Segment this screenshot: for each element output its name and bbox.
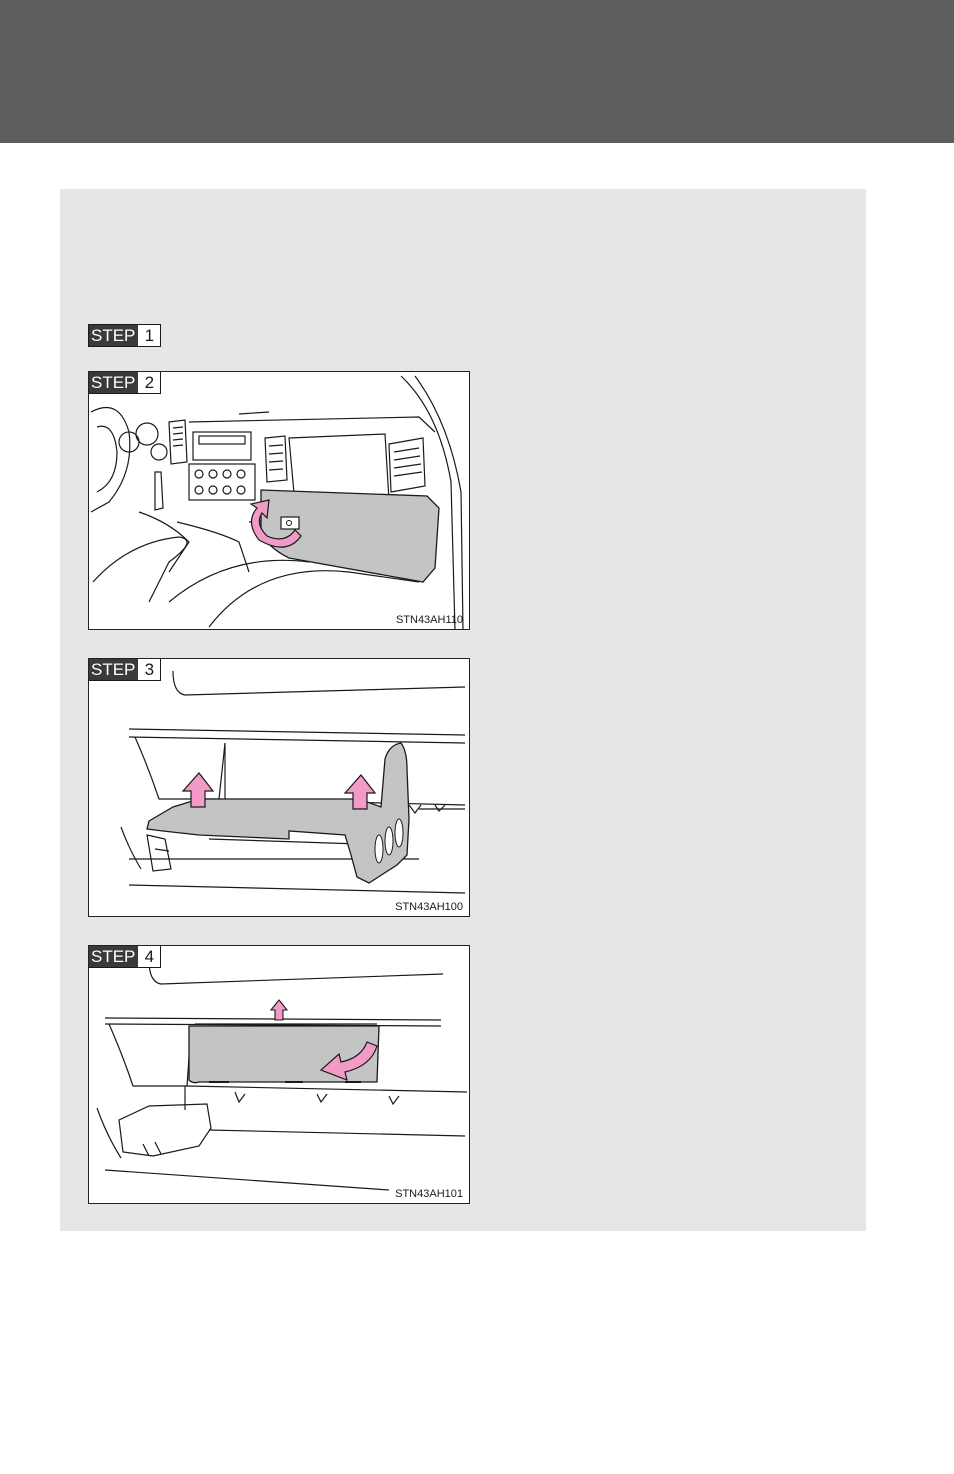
- step-2-illustration: [88, 371, 470, 630]
- figure-code: STN43AH100: [395, 901, 463, 913]
- step-number: 4: [144, 947, 155, 966]
- figure-code: STN43AH110: [395, 614, 463, 626]
- step-4-illustration: [88, 945, 470, 1204]
- step-word: STEP: [89, 325, 138, 346]
- filter-cover-drawing: [89, 946, 470, 1204]
- step-number: 3: [144, 660, 155, 679]
- step-4-badge: [88, 945, 161, 968]
- header-band: [0, 0, 954, 143]
- step-word: STEP: [89, 372, 138, 393]
- step-3-illustration: [88, 658, 470, 917]
- figure-code: STN43AH101: [395, 1188, 463, 1200]
- step-3-badge: [88, 658, 161, 681]
- step-number: 2: [144, 373, 155, 392]
- glove-box-body: [147, 743, 409, 883]
- step-word: STEP: [89, 946, 138, 967]
- glove-box-open-drawing: [89, 372, 470, 630]
- step-word: STEP: [89, 659, 138, 680]
- step-1-badge: [88, 324, 161, 347]
- step-2-badge: [88, 371, 161, 394]
- filter-cover: [189, 1026, 379, 1083]
- glove-box-removal-drawing: [89, 659, 470, 917]
- step-number: 1: [144, 326, 155, 345]
- up-arrow-icon: [271, 1000, 287, 1020]
- glove-box-lid: [261, 490, 439, 582]
